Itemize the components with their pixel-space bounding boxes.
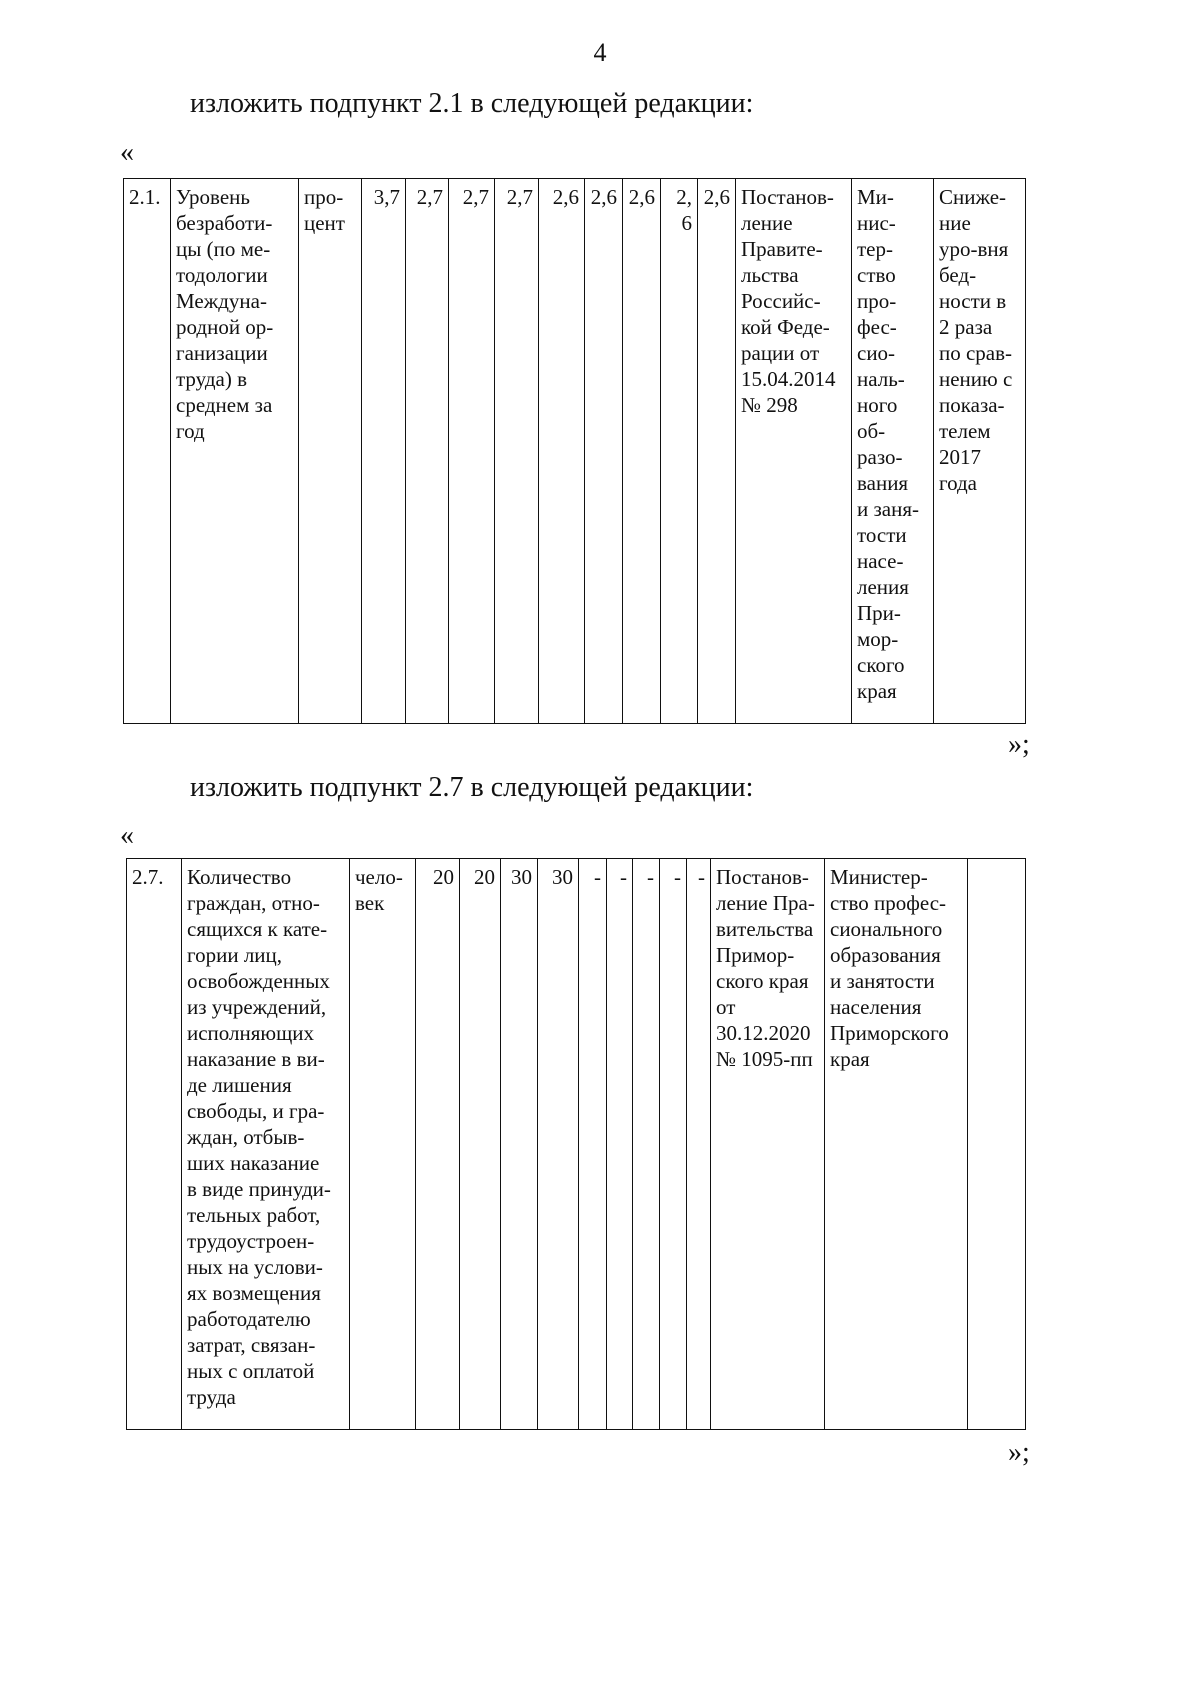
- cell-text-line: безработи-: [176, 211, 273, 235]
- cell-text-line: № 298: [741, 393, 798, 417]
- cell-text-line: в виде принуди-: [187, 1177, 331, 1201]
- value-cell: -: [607, 859, 633, 1430]
- value-cell: 2,7: [406, 179, 449, 724]
- cell-text-line: Примор-: [716, 943, 795, 967]
- cell-text-line: ного: [857, 393, 898, 417]
- instruction-2-7: изложить подпункт 2.7 в следующей редакции:: [190, 772, 754, 803]
- indicator-name: [182, 859, 350, 1430]
- cell-text-line: среднем за: [176, 393, 273, 417]
- table-row: [127, 859, 1026, 1430]
- value-cell: 2,6: [698, 179, 736, 724]
- cell-text-line: ления: [857, 575, 909, 599]
- cell-text-line: ных на услови-: [187, 1255, 323, 1279]
- cell-text-line: тельных работ,: [187, 1203, 321, 1227]
- cell-text-line: Российс-: [741, 289, 821, 313]
- cell-text-line: работодателю: [187, 1307, 311, 1331]
- value-cell: 20: [460, 859, 501, 1430]
- value-cell: 30: [538, 859, 579, 1430]
- cell-text-line: показа-: [939, 393, 1005, 417]
- source-document-cell: [736, 179, 852, 724]
- cell-text-line: труда: [187, 1385, 236, 1409]
- cell-text-line: наказание в ви-: [187, 1047, 325, 1071]
- cell-text-line: Правите-: [741, 237, 823, 261]
- cell-text-line: № 1095-пп: [716, 1047, 813, 1071]
- cell-text-line: гории лиц,: [187, 943, 283, 967]
- cell-text-line: года: [939, 471, 977, 495]
- cell-text-line: цент: [304, 211, 345, 235]
- cell-text-line: труда) в: [176, 367, 247, 391]
- value-cell: 2,7: [449, 179, 495, 724]
- cell-text-line: Министер-: [830, 865, 928, 889]
- cell-text-line: 2 раза: [939, 315, 993, 339]
- open-quote-2-7: «: [120, 820, 134, 851]
- cell-text-line: про-: [857, 289, 897, 313]
- cell-text-line: родной ор-: [176, 315, 274, 339]
- cell-text-line: год: [176, 419, 205, 443]
- cell-text-line: разо-: [857, 445, 903, 469]
- value-cell: -: [660, 859, 687, 1430]
- instruction-2-1: изложить подпункт 2.1 в следующей редакции:: [190, 88, 754, 119]
- cell-text-line: Постанов-: [741, 185, 834, 209]
- cell-text-line: тер-: [857, 237, 893, 261]
- value-cell: 20: [416, 859, 460, 1430]
- cell-text-line: мор-: [857, 627, 899, 651]
- value-cell: 30: [501, 859, 538, 1430]
- cell-text-line: нис-: [857, 211, 896, 235]
- value-cell: 2,6: [623, 179, 661, 724]
- cell-text-line: Междуна-: [176, 289, 267, 313]
- value-cell: -: [579, 859, 607, 1430]
- cell-text-line: 30.12.2020: [716, 1021, 811, 1045]
- cell-text-line: от: [716, 995, 736, 1019]
- cell-text-line: Приморского: [830, 1021, 949, 1045]
- cell-text-line: граждан, отно-: [187, 891, 320, 915]
- cell-text-line: нению с: [939, 367, 1013, 391]
- open-quote-2-1: «: [120, 137, 134, 168]
- cell-text-line: цы (по ме-: [176, 237, 271, 261]
- cell-text-line: по срав-: [939, 341, 1013, 365]
- table-row: [124, 179, 1026, 724]
- close-quote-2-7: »;: [1008, 1437, 1030, 1468]
- cell-text-line: трудоустроен-: [187, 1229, 315, 1253]
- cell-text-line: сио-: [857, 341, 896, 365]
- cell-text-line: вительства: [716, 917, 814, 941]
- cell-text-line: из учреждений,: [187, 995, 327, 1019]
- cell-text-line: ших наказание: [187, 1151, 320, 1175]
- value-cell: -: [687, 859, 711, 1430]
- value-cell: 2,6: [539, 179, 585, 724]
- goal-cell: [968, 859, 1026, 1430]
- cell-text-line: сионального: [830, 917, 943, 941]
- value-cell: -: [633, 859, 660, 1430]
- cell-text-line: уро-вня: [939, 237, 1009, 261]
- cell-text-line: Количество: [187, 865, 292, 889]
- cell-text-line: век: [355, 891, 385, 915]
- cell-text-line: тодологии: [176, 263, 268, 287]
- cell-text-line: ждан, отбыв-: [187, 1125, 305, 1149]
- cell-text-line: ности в: [939, 289, 1007, 313]
- cell-text-line: 2017: [939, 445, 981, 469]
- indicator-name: [171, 179, 299, 724]
- cell-text-line: и занятости: [830, 969, 935, 993]
- source-document-cell: [711, 859, 825, 1430]
- cell-text-line: Уровень: [176, 185, 250, 209]
- cell-text-line: исполняющих: [187, 1021, 314, 1045]
- cell-text-line: рации от: [741, 341, 820, 365]
- table-2-7: [126, 858, 1026, 1430]
- cell-text-line: затрат, связан-: [187, 1333, 316, 1357]
- cell-text-line: чело-: [355, 865, 403, 889]
- cell-text-line: ление Пра-: [716, 891, 815, 915]
- cell-text-line: населения: [830, 995, 922, 1019]
- cell-text-line: наль-: [857, 367, 905, 391]
- cell-text-line: края: [830, 1047, 870, 1071]
- cell-text-line: образования: [830, 943, 941, 967]
- value-cell: 2,6: [585, 179, 623, 724]
- cell-text-line: де лишения: [187, 1073, 292, 1097]
- close-quote-2-1: »;: [1008, 729, 1030, 760]
- cell-text-line: ление: [741, 211, 793, 235]
- cell-text-line: ского: [857, 653, 905, 677]
- cell-text-line: ского края: [716, 969, 809, 993]
- cell-text-line: насе-: [857, 549, 904, 573]
- cell-text-line: ство профес-: [830, 891, 947, 915]
- responsible-cell: [825, 859, 968, 1430]
- cell-text-line: ганизации: [176, 341, 268, 365]
- cell-text-line: освобожденных: [187, 969, 330, 993]
- cell-text-line: края: [857, 679, 897, 703]
- cell-text-line: Ми-: [857, 185, 894, 209]
- value-cell: 2,7: [495, 179, 539, 724]
- value-cell: 2,6: [661, 179, 698, 724]
- goal-cell: [934, 179, 1026, 724]
- cell-text-line: ние: [939, 211, 971, 235]
- cell-text-line: ство: [857, 263, 896, 287]
- cell-text-line: фес-: [857, 315, 897, 339]
- responsible-cell: [852, 179, 934, 724]
- cell-text-line: кой Феде-: [741, 315, 830, 339]
- cell-text-line: ях возмещения: [187, 1281, 321, 1305]
- unit-cell: [299, 179, 362, 724]
- row-number: 2.7.: [127, 859, 182, 1430]
- cell-text-line: бед-: [939, 263, 977, 287]
- cell-text-line: ных с оплатой: [187, 1359, 315, 1383]
- page-number: 4: [593, 38, 607, 67]
- cell-text-line: свободы, и гра-: [187, 1099, 325, 1123]
- cell-text-line: Постанов-: [716, 865, 809, 889]
- cell-text-line: сящихся к кате-: [187, 917, 328, 941]
- cell-text-line: При-: [857, 601, 901, 625]
- table-2-1: [123, 178, 1026, 724]
- cell-text-line: вания: [857, 471, 909, 495]
- row-number: 2.1.: [124, 179, 171, 724]
- cell-text-line: тости: [857, 523, 907, 547]
- cell-text-line: об-: [857, 419, 886, 443]
- unit-cell: [350, 859, 416, 1430]
- cell-text-line: льства: [741, 263, 799, 287]
- value-cell: 3,7: [362, 179, 406, 724]
- cell-text-line: Сниже-: [939, 185, 1007, 209]
- cell-text-line: про-: [304, 185, 344, 209]
- cell-text-line: телем: [939, 419, 991, 443]
- cell-text-line: 15.04.2014: [741, 367, 836, 391]
- cell-text-line: и заня-: [857, 497, 919, 521]
